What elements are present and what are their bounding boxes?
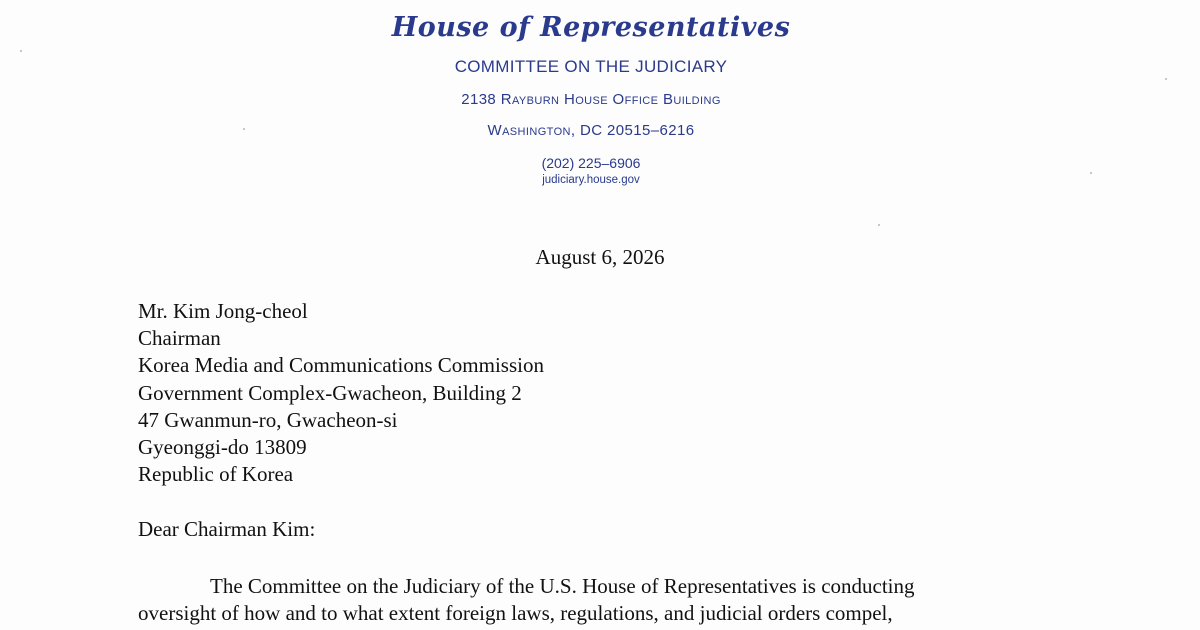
letterhead-website: judiciary.house.gov — [542, 174, 640, 186]
letterhead-chamber-name: House of Representatives — [391, 12, 791, 43]
recipient-title: Chairman — [138, 326, 221, 351]
recipient-address-line: Government Complex-Gwacheon, Building 2 — [138, 380, 522, 405]
letterhead-cropped-top-line — [340, 0, 860, 6]
salutation: Dear Chairman Kim: — [138, 517, 316, 541]
scan-speck — [1165, 78, 1167, 80]
letterhead-committee-name: COMMITTEE ON THE JUDICIARY — [454, 57, 728, 76]
recipient-address-line: Gyeonggi-do 13809 — [138, 435, 307, 460]
letterhead-phone: (202) 225–6906 — [541, 155, 641, 171]
letterhead-address-line2: Washington, DC 20515–6216 — [487, 122, 695, 139]
body-line: The Committee on the Judiciary of the U.S. House of Representatives is conducting — [210, 574, 915, 598]
recipient-address-line: 47 Gwanmun-ro, Gwacheon-si — [138, 407, 398, 432]
letterhead-address-line1: 2138 Rayburn House Office Building — [461, 91, 721, 108]
recipient-organization: Korea Media and Communications Commission — [138, 353, 544, 378]
recipient-address-block — [138, 298, 544, 488]
letter-date: August 6, 2026 — [535, 245, 665, 269]
scan-speck — [878, 224, 880, 226]
recipient-country: Republic of Korea — [138, 462, 294, 487]
scan-speck — [243, 128, 245, 130]
scan-speck — [20, 50, 22, 52]
body-line: oversight of how and to what extent foreign laws, regulations, and judicial orders compel, — [138, 601, 893, 625]
body-paragraph — [138, 573, 1018, 627]
scan-speck — [1090, 172, 1092, 174]
recipient-name: Mr. Kim Jong-cheol — [138, 299, 308, 323]
